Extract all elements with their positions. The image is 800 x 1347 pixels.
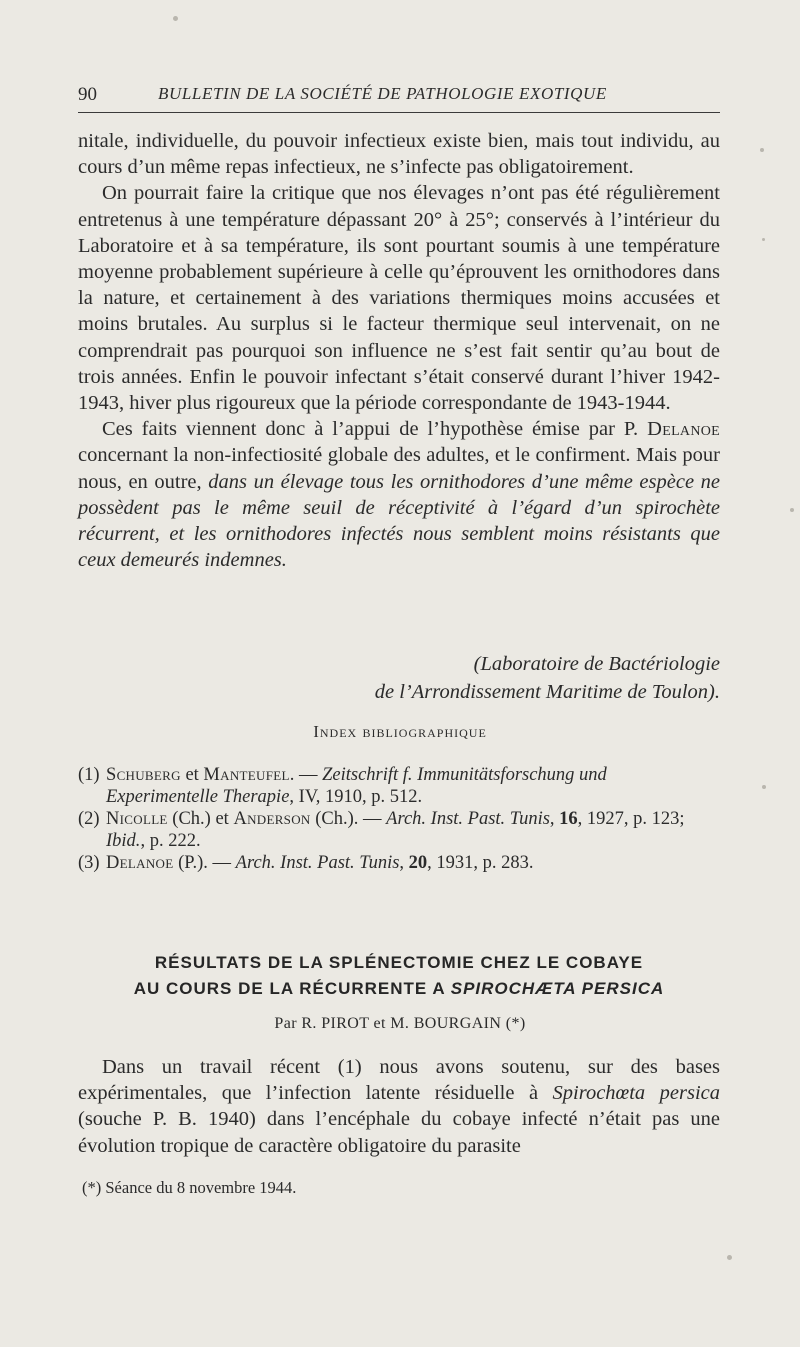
- article-paragraph-1: [78, 1054, 720, 1159]
- reference-initials: (Ch.). —: [310, 809, 387, 829]
- reference-item: (3) Delanoe (P.). — Arch. Inst. Past. Tunis, 20, 1931, p. 283.: [78, 853, 534, 873]
- article-title-line-2: [78, 976, 720, 1002]
- reference-details: , p. 222.: [140, 831, 201, 851]
- article-title: [78, 950, 720, 1002]
- paper-speck: [173, 16, 178, 21]
- reference-journal: Arch. Inst. Past. Tunis: [386, 809, 550, 829]
- reference-number: (3): [78, 853, 100, 873]
- paper-speck: [762, 785, 766, 789]
- paragraph-3-start: Ces faits viennent donc à l’appui de l’hypothèse émise par P.: [102, 418, 639, 441]
- paragraph-text: (souche P. B. 1940) dans l’encéphale du cobaye infecté n’était pas une évolution tropique de caractère obligatoire du parasite: [78, 1108, 720, 1157]
- reference-item: (2) Nicolle (Ch.) et Anderson (Ch.). — Arch. Inst. Past. Tunis, 16, 1927, p. 123; Ibid., p. 222.: [78, 809, 685, 851]
- page-header: [78, 78, 720, 113]
- article-title-line-1: RÉSULTATS DE LA SPLÉNECTOMIE CHEZ LE COBAYE: [154, 953, 644, 972]
- affiliation: [375, 650, 720, 706]
- paragraph-2: On pourrait faire la critique que nos élevages n’ont pas été régulièrement entretenus à une température dépassant 20° à 25°; conservés à l’intérieur du Laboratoire et à sa température, ils sont pourtant soumis à une température moyenne probablement supérieure à celle qu’éprouvent les ornithodores dans la nature, et certainement à des variations thermiques moins accusées et moins brutales. Au surplus si le facteur thermique seul intervenait, on ne comprendrait pas pourquoi son influence ne s’est fait sentir qu’au bout de trois années. Enfin le pouvoir infectant s’était conservé durant l’hiver 1942-1943, hiver plus rigoureux que la période correspondante de 1943-1944.: [78, 182, 720, 415]
- reference-details: , 1931, p. 283.: [427, 853, 534, 873]
- reference-initials: (Ch.) et: [167, 809, 234, 829]
- reference-separator: . —: [289, 765, 323, 785]
- affiliation-line-2: de l’Arrondissement Maritime de Toulon).: [374, 681, 720, 703]
- reference-author: Delanoe: [106, 853, 174, 873]
- reference-conjunction: et: [180, 765, 204, 785]
- reference-number: (1): [78, 765, 100, 785]
- reference-initials: (P.). —: [173, 853, 236, 873]
- author-name-delanoe: Delanoe: [647, 418, 721, 441]
- reference-volume: 20: [408, 853, 428, 873]
- paper-speck: [762, 238, 765, 241]
- paper-speck: [727, 1255, 732, 1260]
- article-title-plain: AU COURS DE LA RÉCURRENTE A: [133, 979, 451, 998]
- reference-list: [78, 764, 720, 874]
- article-continuation: [78, 128, 720, 573]
- reference-details: , 1927, p. 123;: [577, 809, 685, 829]
- species-name: Spirochœta persica: [552, 1082, 721, 1105]
- affiliation-line-1: (Laboratoire de Bactériologie: [473, 653, 720, 675]
- running-title: BULLETIN DE LA SOCIÉTÉ DE PATHOLOGIE EXOTIQUE: [158, 84, 607, 103]
- article-authors: Par R. PIROT et M. BOURGAIN (*): [274, 1015, 526, 1032]
- reference-ibid: Ibid.: [106, 831, 141, 851]
- reference-author: Anderson: [233, 809, 311, 829]
- reference-author: Manteufel: [203, 765, 290, 785]
- paper-speck: [760, 148, 764, 152]
- reference-author: Schuberg: [106, 765, 181, 785]
- reference-item: [78, 764, 720, 808]
- conclusion-italic: dans un élevage tous les ornithodores d’une même espèce ne possèdent pas le même seuil de réceptivité à l’égard d’un spirochète récurrent, et les ornithodores infectés nous semblent moins résistants que ceux demeurés indemnes.: [78, 470, 720, 572]
- footnote: (*) Séance du 8 novembre 1944.: [82, 1178, 297, 1197]
- reference-journal: Arch. Inst. Past. Tunis: [235, 853, 400, 873]
- reference-number: (2): [78, 809, 100, 829]
- article-body: [78, 1054, 720, 1159]
- reference-details: , IV, 1910, p. 512.: [289, 787, 423, 807]
- page-number: 90: [78, 84, 97, 105]
- paper-speck: [790, 508, 794, 512]
- paragraph-3-middle: concernant la non-infectiosité globale des adultes, et le confirment. Mais pour nous, en outre,: [78, 444, 720, 493]
- reference-author: Nicolle: [106, 809, 168, 829]
- paragraph-1: nitale, individuelle, du pouvoir infectieux existe bien, mais tout individu, au cours d’un même repas infectieux, ne s’infecte pas obligatoirement.: [78, 130, 720, 179]
- paragraph-text: Dans un travail récent (1) nous avons soutenu, sur des bases expérimentales, que l’infection latente résiduelle à: [78, 1056, 720, 1105]
- reference-journal: Zeitschrift f. Immunitätsforschung und Experimentelle Therapie: [106, 765, 607, 807]
- reference-volume: 16: [559, 809, 578, 829]
- paragraph-3: [78, 416, 720, 573]
- index-title: Index bibliographique: [313, 722, 487, 741]
- article-title-species: SPIROCHÆTA PERSICA: [450, 979, 665, 998]
